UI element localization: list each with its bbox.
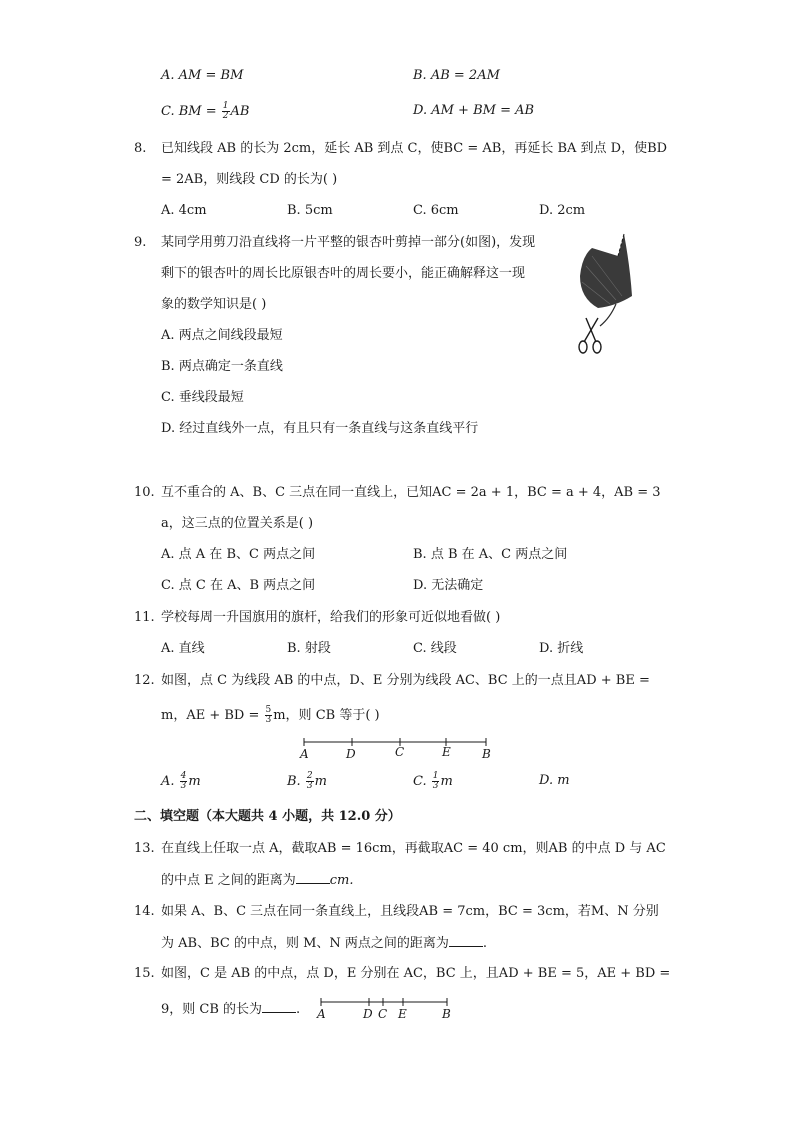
label-d: D	[346, 747, 356, 761]
q11-option-b: B. 射段	[287, 641, 331, 656]
q11-line1: 学校每周一升国旗用的旗杆，给我们的形象可近似地看做( )	[161, 610, 501, 625]
option-prefix: A.	[161, 774, 179, 789]
q11-option-d: D. 折线	[539, 641, 584, 656]
label-e: E	[442, 745, 451, 759]
q9-option-a: A. 两点之间线段最短	[161, 328, 283, 343]
q15-line2-prefix: 9，则 CB 的长为	[161, 1002, 263, 1017]
q10-option-c: C. 点 C 在 A、B 两点之间	[161, 578, 316, 593]
q14-line2-suffix: .	[482, 936, 488, 951]
ginkgo-leaf-scissors-figure	[572, 226, 634, 356]
option-suffix: m	[188, 774, 201, 789]
section-heading: 二、填空题（本大题共 4 小题，共 12.0 分）	[134, 809, 401, 824]
q15-line2-suffix: .	[296, 1002, 301, 1017]
q12-line2-fraction	[265, 706, 273, 725]
q9-line2: 剩下的银杏叶的周长比原银杏叶的周长要小，能正确解释这一现	[161, 266, 526, 281]
q8-line2: = 2AB，则线段 CD 的长为( )	[161, 172, 338, 187]
fraction-numerator: 4	[180, 771, 187, 781]
q10-option-b: B. 点 B 在 A、C 两点之间	[413, 547, 568, 562]
fraction-numerator: 2	[306, 771, 313, 781]
q15-segment-figure	[313, 996, 458, 1022]
q15-number: 15.	[134, 966, 155, 981]
label-e: E	[398, 1007, 407, 1021]
q14-line2-prefix: 为 AB、BC 的中点，则 M、N 两点之间的距离为	[161, 936, 449, 951]
q12-line2	[161, 706, 380, 725]
q12-option-c	[413, 772, 453, 791]
q7-option-c-prefix: C. BM =	[161, 104, 221, 119]
q14-line2	[161, 934, 487, 953]
q13-line1: 在直线上任取一点 A，截取AB = 16cm，再截取AC = 40 cm，则AB 的中点 D 与 AC	[161, 841, 666, 856]
fraction-denominator: 3	[180, 781, 187, 791]
q12-number: 12.	[134, 673, 155, 688]
answer-blank	[296, 871, 330, 884]
q12-option-a	[161, 772, 201, 791]
q12-option-b	[287, 772, 327, 791]
q15-line1: 如图，C 是 AB 的中点，点 D，E 分别在 AC，BC 上，且AD + BE = 5，AE + BD =	[161, 966, 671, 981]
label-a: A	[300, 747, 309, 761]
q11-number: 11.	[134, 610, 155, 625]
q11-option-a: A. 直线	[161, 641, 205, 656]
option-fraction	[306, 772, 314, 791]
q7-option-c-fraction	[222, 102, 230, 121]
q9-option-c: C. 垂线段最短	[161, 390, 244, 405]
fraction-denominator: 3	[432, 781, 439, 791]
fraction-numerator: 1	[432, 771, 439, 781]
q7-option-b: B. AB = 2AM	[413, 68, 500, 83]
q9-line1: 某同学用剪刀沿直线将一片平整的银杏叶剪掉一部分(如图)，发现	[161, 235, 536, 250]
q12-line1: 如图，点 C 为线段 AB 的中点，D、E 分别为线段 AC、BC 上的一点且AD + BE =	[161, 673, 650, 688]
fraction-numerator: 5	[265, 705, 272, 715]
q9-number: 9.	[134, 235, 147, 250]
label-b: B	[442, 1007, 451, 1021]
fraction-denominator: 2	[222, 111, 229, 121]
label-b: B	[482, 747, 491, 761]
fraction-numerator: 1	[222, 101, 229, 111]
q13-number: 13.	[134, 841, 155, 856]
q10-option-a: A. 点 A 在 B、C 两点之间	[161, 547, 316, 562]
q10-line2: a，这三点的位置关系是( )	[161, 516, 314, 531]
option-prefix: C.	[413, 774, 431, 789]
fraction-denominator: 3	[265, 715, 272, 725]
scissors-icon	[579, 318, 601, 353]
q8-option-a: A. 4cm	[161, 203, 207, 218]
q14-line1: 如果 A、B、C 三点在同一条直线上，且线段AB = 7cm，BC = 3cm，若M、N 分别	[161, 904, 659, 919]
q10-number: 10.	[134, 485, 155, 500]
q14-number: 14.	[134, 904, 155, 919]
q7-option-c-suffix: AB	[230, 104, 250, 119]
q12-option-d: D. m	[539, 773, 570, 788]
q7-option-a: A. AM = BM	[161, 68, 244, 83]
q9-line3: 象的数学知识是( )	[161, 297, 267, 312]
q15-line2	[161, 1000, 300, 1019]
option-suffix: m	[314, 774, 327, 789]
option-fraction	[180, 772, 188, 791]
q8-option-d: D. 2cm	[539, 203, 586, 218]
q9-option-b: B. 两点确定一条直线	[161, 359, 283, 374]
q13-line2-suffix: cm.	[329, 873, 354, 888]
label-c: C	[395, 745, 405, 759]
option-fraction	[432, 772, 440, 791]
q10-line1: 互不重合的 A、B、C 三点在同一直线上，已知AC = 2a + 1，BC = a + 4，AB = 3	[161, 485, 661, 500]
answer-blank	[262, 1000, 296, 1013]
label-a: A	[317, 1007, 326, 1021]
label-c: C	[378, 1007, 388, 1021]
q12-line2-prefix: m，AE + BD =	[161, 708, 264, 723]
q7-option-c	[161, 102, 249, 121]
q8-option-b: B. 5cm	[287, 203, 333, 218]
fraction-denominator: 3	[306, 781, 313, 791]
q8-option-c: C. 6cm	[413, 203, 459, 218]
q13-line2	[161, 871, 354, 890]
q8-line1: 已知线段 AB 的长为 2cm，延长 AB 到点 C，使BC = AB，再延长 BA 到点 D，使BD	[161, 141, 668, 156]
option-prefix: B.	[287, 774, 305, 789]
option-suffix: m	[440, 774, 453, 789]
q12-line2-suffix: m，则 CB 等于( )	[273, 708, 380, 723]
q11-option-c: C. 线段	[413, 641, 457, 656]
label-d: D	[363, 1007, 373, 1021]
answer-blank	[449, 934, 483, 947]
q10-option-d: D. 无法确定	[413, 578, 484, 593]
ginkgo-leaf-icon	[580, 234, 632, 326]
q8-number: 8.	[134, 141, 147, 156]
q9-option-d: D. 经过直线外一点，有且只有一条直线与这条直线平行	[161, 421, 479, 436]
q13-line2-prefix: 的中点 E 之间的距离为	[161, 873, 296, 888]
q12-segment-figure	[296, 734, 496, 762]
q7-option-d: D. AM + BM = AB	[413, 103, 535, 118]
